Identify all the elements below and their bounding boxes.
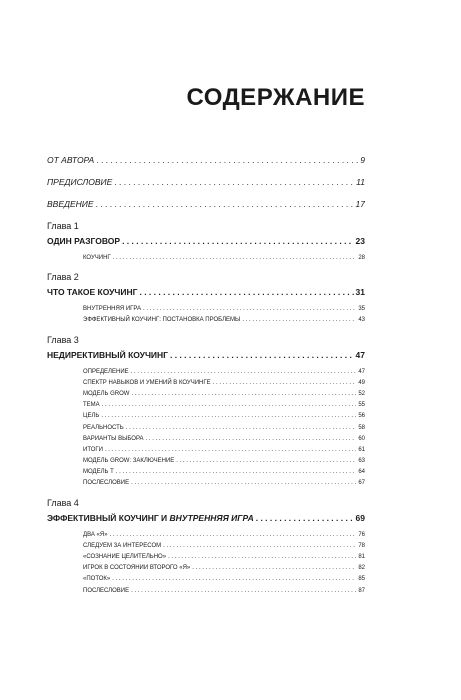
section-page: 60: [358, 435, 365, 442]
dot-leader: [110, 530, 357, 541]
section-page: 81: [358, 554, 365, 560]
chapter-title: [47, 512, 254, 524]
dot-leader: [242, 315, 356, 326]
section-entry[interactable]: [83, 389, 365, 400]
section-label: ВНУТРЕННЯЯ ИГРА: [83, 306, 141, 313]
dot-leader: [116, 467, 357, 478]
dot-leader: [213, 378, 357, 389]
section-entry[interactable]: [83, 530, 365, 541]
toc-entry-page: 11: [356, 177, 365, 187]
section-page: 76: [358, 531, 365, 538]
section-label: ТЕМА: [83, 402, 100, 409]
section-page: 78: [358, 542, 365, 549]
section-entry[interactable]: [83, 552, 365, 563]
section-page: 56: [358, 413, 365, 420]
dot-leader: [256, 512, 354, 524]
chapter-4: [47, 498, 365, 597]
chapter-title-entry[interactable]: [47, 235, 365, 247]
section-label: ВАРИАНТЫ ВЫБОРА: [83, 435, 144, 442]
chapter-page: 47: [355, 349, 365, 360]
page-title: СОДЕРЖАНИЕ: [186, 84, 365, 111]
section-page: 82: [358, 565, 365, 572]
section-label: МОДЕЛЬ GROW: ЗАКЛЮЧЕНИЕ: [83, 458, 175, 465]
chapter-heading: Глава 4: [47, 497, 79, 508]
chapter-heading: Глава 2: [47, 272, 79, 283]
section-label: ОПРЕДЕЛЕНИЕ: [83, 368, 129, 375]
chapter-heading: Глава 3: [47, 334, 79, 345]
section-page: 87: [358, 587, 365, 594]
table-of-contents: [47, 155, 365, 605]
section-entry[interactable]: [83, 423, 365, 434]
section-entry[interactable]: [83, 253, 365, 264]
toc-entry-label: ОТ АВТОРА: [47, 155, 95, 165]
section-entry[interactable]: [83, 478, 365, 489]
toc-entry-foreword[interactable]: [47, 177, 365, 188]
dot-leader: [113, 253, 357, 264]
section-entry[interactable]: [83, 586, 365, 597]
chapter-title: ЧТО ТАКОЕ КОУЧИНГ: [47, 287, 138, 298]
chapter-title: ОДИН РАЗГОВОР: [47, 236, 121, 246]
toc-entry-page: 17: [355, 199, 365, 209]
dot-leader: [131, 478, 356, 489]
section-page: 43: [358, 317, 365, 324]
section-label: КОУЧИНГ: [83, 255, 111, 261]
section-entry[interactable]: [83, 367, 365, 378]
dot-leader: [131, 367, 357, 378]
dot-leader: [101, 411, 356, 422]
chapter-heading: Глава 1: [47, 221, 79, 231]
chapter-1: [47, 221, 365, 264]
dot-leader: [102, 400, 357, 411]
section-entry[interactable]: [83, 400, 365, 411]
section-entry[interactable]: [83, 541, 365, 552]
chapter-2: [47, 272, 365, 326]
section-list: [47, 304, 365, 326]
section-entry[interactable]: [83, 467, 365, 478]
dot-leader: [170, 349, 354, 361]
section-page: 28: [358, 255, 365, 261]
section-page: 47: [358, 368, 365, 375]
section-page: 49: [358, 379, 365, 386]
chapter-title-entry[interactable]: [47, 512, 365, 524]
section-label: ПОСЛЕСЛОВИЕ: [83, 587, 130, 594]
section-entry[interactable]: [83, 315, 365, 326]
chapter-page: 23: [355, 236, 365, 246]
section-entry[interactable]: [83, 378, 365, 389]
section-label: СПЕКТР НАВЫКОВ И УМЕНИЙ В КОУЧИНГЕ: [83, 379, 211, 386]
dot-leader: [126, 423, 357, 434]
dot-leader: [96, 155, 358, 166]
toc-entry-label: ПРЕДИСЛОВИЕ: [47, 177, 113, 187]
section-entry[interactable]: [83, 456, 365, 467]
section-entry[interactable]: [83, 445, 365, 456]
section-page: 63: [358, 458, 365, 465]
toc-entry-introduction[interactable]: [47, 199, 365, 210]
section-label: РЕАЛЬНОСТЬ: [83, 424, 124, 431]
dot-leader: [176, 456, 356, 467]
section-list: [47, 367, 365, 490]
section-page: 52: [358, 390, 365, 397]
section-entry[interactable]: [83, 574, 365, 585]
section-entry[interactable]: [83, 304, 365, 315]
dot-leader: [143, 304, 356, 315]
toc-entry-label: ВВЕДЕНИЕ: [47, 199, 94, 209]
section-label: СЛЕДУЕМ ЗА ИНТЕРЕСОМ: [83, 542, 162, 549]
section-label: ДВА «Я»: [83, 531, 108, 538]
dot-leader: [146, 434, 357, 445]
dot-leader: [105, 445, 356, 456]
dot-leader: [112, 574, 356, 585]
dot-leader: [168, 552, 356, 563]
chapter-title-part-1: ЭФФЕКТИВНЫЙ КОУЧИНГ И: [47, 512, 170, 523]
section-page: 55: [358, 402, 365, 409]
section-page: 58: [358, 424, 365, 431]
section-label: МОДЕЛЬ GROW: [83, 390, 130, 397]
chapter-3: [47, 335, 365, 490]
dot-leader: [131, 389, 356, 400]
dot-leader: [96, 199, 354, 210]
chapter-title: НЕДИРЕКТИВНЫЙ КОУЧИНГ: [47, 349, 168, 360]
section-label: «СОЗНАНИЕ ЦЕЛИТЕЛЬНО»: [83, 554, 167, 560]
section-label: «ПОТОК»: [83, 576, 111, 583]
section-label: ЦЕЛЬ: [83, 413, 100, 420]
section-label: ЭФФЕКТИВНЫЙ КОУЧИНГ: ПОСТАНОВКА ПРОБЛЕМЫ: [83, 317, 241, 324]
section-list: [47, 530, 365, 597]
section-label: ИГРОК В СОСТОЯНИИ ВТОРОГО «Я»: [83, 565, 191, 572]
section-label: МОДЕЛЬ Т: [83, 469, 114, 476]
section-entry[interactable]: [83, 411, 365, 422]
section-list: [47, 253, 365, 264]
chapter-title-entry[interactable]: [47, 286, 365, 298]
dot-leader: [163, 541, 356, 552]
chapter-page: 31: [355, 287, 365, 298]
section-label: ПОСЛЕСЛОВИЕ: [83, 480, 130, 487]
toc-entry-page: 9: [360, 155, 365, 165]
chapter-page: 69: [355, 512, 365, 523]
section-entry[interactable]: [83, 434, 365, 445]
dot-leader: [139, 286, 353, 298]
dot-leader: [131, 586, 356, 597]
section-label: ИТОГИ: [83, 446, 103, 453]
section-page: 64: [358, 469, 365, 476]
toc-entry-from-author[interactable]: [47, 155, 365, 166]
section-entry[interactable]: [83, 563, 365, 574]
section-page: 35: [358, 306, 365, 313]
section-page: 67: [358, 480, 365, 487]
section-page: 85: [358, 576, 365, 583]
chapter-title-entry[interactable]: [47, 349, 365, 361]
dot-leader: [122, 235, 353, 247]
section-page: 61: [358, 446, 365, 453]
dot-leader: [114, 177, 354, 188]
dot-leader: [192, 563, 356, 574]
chapter-title-part-2: ВНУТРЕННЯЯ ИГРА: [169, 512, 254, 523]
